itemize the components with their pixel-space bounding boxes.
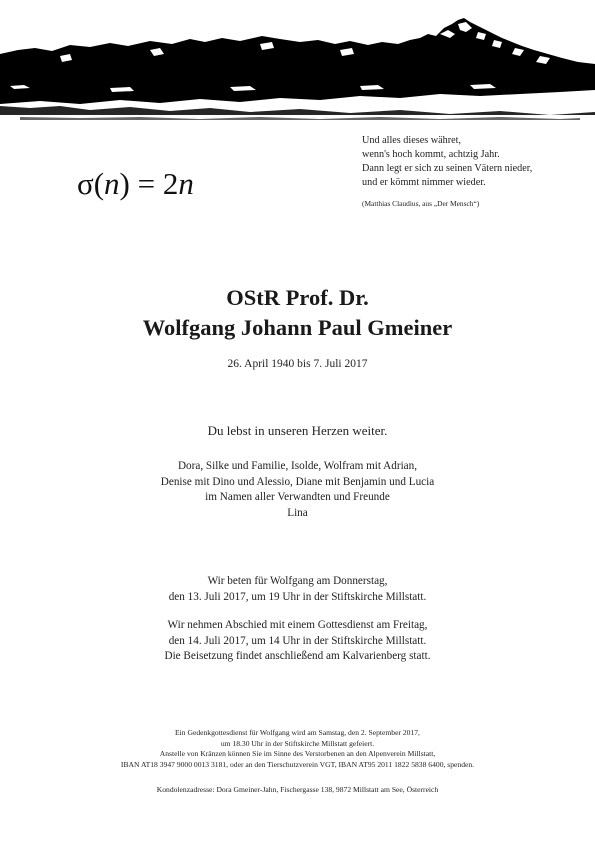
mourners-line: Dora, Silke und Familie, Isolde, Wolfram mit Adrian, (177, 460, 418, 472)
formula-n2: n (178, 166, 194, 201)
poem-line: wenn's hoch kommt, achtzig Jahr. (362, 149, 500, 160)
service-line: den 14. Juli 2017, um 14 Uhr in der Stiftskirche Millstatt. (168, 634, 427, 647)
mourners-line: Denise mit Dino und Alessio, Diane mit Benjamin und Lucia (160, 475, 435, 488)
deceased-title: OStR Prof. Dr. (226, 285, 369, 310)
service-line: den 13. Juli 2017, um 19 Uhr in der Stiftskirche Millstatt. (168, 590, 427, 603)
note-line: Anstelle von Kränzen können Sie im Sinne des Verstorbenen an den Alpenverein Millstatt, (159, 749, 436, 758)
note-line: IBAN AT18 3947 9000 0013 3181, oder an den Tierschutzverein VGT, IBAN AT95 2011 1822 5838 6400, spenden. (120, 759, 475, 769)
formula-sigma-n-equals-2n (77, 166, 194, 202)
service-line: Wir beten für Wolfgang am Donnerstag, (207, 575, 388, 587)
life-dates: 26. April 1940 bis 7. Juli 2017 (227, 358, 368, 370)
poem-line: Dann legt er sich zu seinen Vätern nieder, (362, 163, 533, 174)
formula-n: n (104, 166, 120, 201)
poem-attribution: (Matthias Claudius, aus „Der Mensch“) (362, 199, 480, 208)
mourners-list (0, 459, 595, 521)
poem-quote (362, 134, 587, 211)
formula-equals: ) = 2 (119, 166, 179, 201)
service-line: Die Beisetzung findet anschließend am Kalvarienberg statt. (164, 650, 431, 662)
mourners-line: Lina (287, 506, 308, 519)
service-line: Wir nehmen Abschied mit einem Gottesdienst am Freitag, (167, 619, 428, 631)
note-line: um 18.30 Uhr in der Stiftskirche Millstatt gefeiert. (220, 738, 375, 748)
memorial-donation-note (0, 728, 595, 770)
motto: Du lebst in unseren Herzen weiter. (207, 423, 388, 438)
formula-sigma: σ (77, 166, 94, 201)
deceased-name (0, 283, 595, 343)
mourners-line: im Namen aller Verwandten und Freunde (205, 491, 390, 503)
farewell-service-info (0, 618, 595, 665)
poem-line: Und alles dieses währet, (362, 135, 462, 146)
prayer-service-info (0, 574, 595, 605)
mountain-lake-image (0, 14, 595, 122)
note-line: Ein Gedenkgottesdienst für Wolfgang wird am Samstag, den 2. September 2017, (175, 728, 420, 737)
condolence-address: Kondolenzadresse: Dora Gmeiner-Jahn, Fischergasse 138, 9872 Millstatt am See, Österreich (156, 785, 439, 794)
deceased-full-name: Wolfgang Johann Paul Gmeiner (142, 315, 453, 340)
formula-open: ( (93, 166, 105, 201)
poem-line: und er kömmt nimmer wieder. (362, 177, 486, 188)
